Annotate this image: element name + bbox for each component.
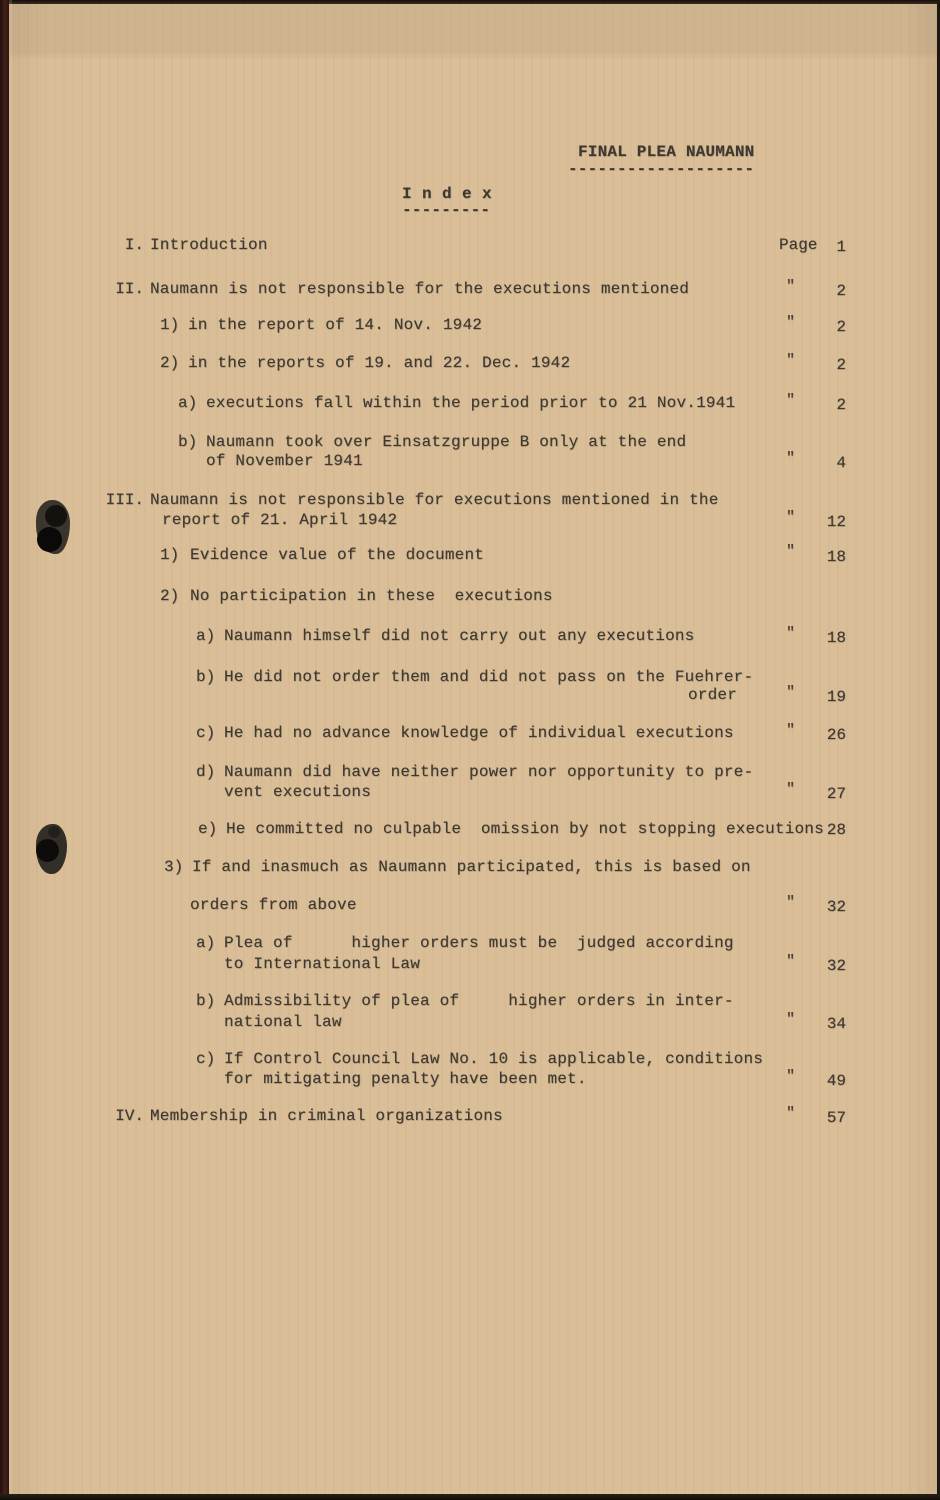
toc-entry-number: III. — [105, 491, 144, 509]
page-number: 2 — [836, 396, 846, 414]
page-number: 18 — [826, 548, 846, 566]
ditto-mark: " — [786, 722, 796, 739]
hole-punch-dark-spot — [36, 839, 59, 862]
toc-entry-text: Introduction — [150, 236, 268, 254]
ditto-mark: " — [786, 1011, 796, 1028]
toc-entry-number: II. — [115, 280, 144, 298]
page-number: 57 — [826, 1109, 846, 1127]
hole-punch-dark-spot — [45, 505, 67, 527]
toc-entry-number: d) — [196, 763, 216, 781]
ditto-mark: " — [786, 450, 796, 467]
toc-entry-text: He did not order them and did not pass on the Fuehrer- — [224, 668, 754, 686]
ditto-mark: " — [786, 781, 796, 798]
page-number: 32 — [826, 957, 846, 975]
toc-entry-text: in the report of 14. Nov. 1942 — [188, 316, 483, 334]
page-number: 12 — [826, 513, 846, 531]
page-number: 49 — [826, 1072, 846, 1090]
toc-entry-text: If and inasmuch as Naumann participated, this is based on — [192, 858, 751, 876]
ditto-mark: " — [786, 1105, 796, 1122]
toc-entry-number: 2) — [160, 587, 180, 605]
ditto-mark: " — [786, 1068, 796, 1085]
toc-entry-number: b) — [178, 433, 198, 451]
toc-entry-number: I. — [124, 236, 144, 254]
scan-edge-bottom — [0, 1494, 940, 1500]
ditto-mark: " — [786, 352, 796, 369]
toc-entry-text: Naumann is not responsible for executions mentioned in the — [150, 491, 719, 509]
toc-entry-text: order — [688, 686, 738, 704]
page-number: 26 — [826, 726, 846, 744]
toc-entry-text: Evidence value of the document — [190, 546, 485, 564]
toc-entry-text: He committed no culpable omission by not stopping executions — [226, 820, 824, 838]
toc-entry-text: for mitigating penalty have been met. — [224, 1070, 587, 1088]
toc-entry-text: report of 21. April 1942 — [162, 511, 398, 529]
toc-entry-text: Naumann did have neither power nor opportunity to pre- — [224, 763, 754, 781]
page-title: I n d e x — [402, 185, 493, 203]
toc-entry-number: 3) — [164, 858, 184, 876]
page-number: 34 — [826, 1015, 846, 1033]
page-number: 2 — [836, 356, 846, 374]
title-underline: --------- — [402, 201, 491, 219]
page-column-label: Page — [779, 236, 818, 254]
toc-entry-number: 2) — [160, 354, 180, 372]
scan-edge-top — [0, 0, 940, 4]
toc-entry-number: 1) — [160, 316, 180, 334]
toc-entry-text: Naumann himself did not carry out any executions — [224, 627, 695, 645]
page-number: 27 — [826, 785, 846, 803]
toc-entry-text: in the reports of 19. and 22. Dec. 1942 — [188, 354, 571, 372]
toc-entry-number: c) — [196, 1050, 216, 1068]
toc-entry-number: a) — [196, 934, 216, 952]
toc-entry-number: IV. — [115, 1107, 144, 1125]
hole-punch-bottom — [36, 824, 67, 874]
page-number: 32 — [826, 898, 846, 916]
ditto-mark: " — [786, 625, 796, 642]
page-number: 18 — [826, 629, 846, 647]
ditto-mark: " — [786, 684, 796, 701]
hole-punch-dark-spot — [48, 826, 60, 838]
toc-entry-text: of November 1941 — [206, 452, 363, 470]
hole-punch-top — [36, 500, 70, 554]
ditto-mark: " — [786, 278, 796, 295]
ditto-mark: " — [786, 953, 796, 970]
page-number: 28 — [826, 821, 846, 839]
toc-entry-number: b) — [196, 992, 216, 1010]
page-number: 19 — [826, 688, 846, 706]
page-number: 2 — [836, 318, 846, 336]
hole-punch-dark-spot — [37, 527, 62, 552]
ditto-mark: " — [786, 543, 796, 560]
toc-entry-number: 1) — [160, 546, 180, 564]
ditto-mark: " — [786, 314, 796, 331]
toc-entry-number: c) — [196, 724, 216, 742]
toc-entry-number: a) — [196, 627, 216, 645]
ditto-mark: " — [786, 894, 796, 911]
toc-entry-text: Plea of higher orders must be judged according — [224, 934, 734, 952]
ditto-mark: " — [786, 509, 796, 526]
header-underline: ------------------- — [568, 160, 755, 178]
toc-entry-text: Admissibility of plea of higher orders in inter- — [224, 992, 734, 1010]
toc-entry-number: e) — [198, 820, 218, 838]
scan-edge-left — [0, 0, 9, 1500]
toc-entry-text: He had no advance knowledge of individual executions — [224, 724, 734, 742]
document-header: FINAL PLEA NAUMANN — [578, 143, 755, 161]
toc-entry-text: executions fall within the period prior to 21 Nov.1941 — [206, 394, 736, 412]
toc-entry-text: Membership in criminal organizations — [150, 1107, 503, 1125]
page-number: 2 — [836, 282, 846, 300]
toc-entry-text: orders from above — [190, 896, 357, 914]
ditto-mark: " — [786, 392, 796, 409]
toc-entry-text: national law — [224, 1013, 342, 1031]
toc-entry-text: Naumann is not responsible for the executions mentioned — [150, 280, 690, 298]
toc-entry-text: to International Law — [224, 955, 421, 973]
toc-entry-text: Naumann took over Einsatzgruppe B only at the end — [206, 433, 687, 451]
paper-fold-seam — [9, 0, 12, 1500]
toc-entry-text: vent executions — [224, 783, 372, 801]
toc-entry-text: If Control Council Law No. 10 is applicable, conditions — [224, 1050, 764, 1068]
toc-entry-number: b) — [196, 668, 216, 686]
page-number: 1 — [836, 238, 846, 256]
toc-entry-text: No participation in these executions — [190, 587, 553, 605]
toc-entry-number: a) — [178, 394, 198, 412]
page-number: 4 — [836, 454, 846, 472]
